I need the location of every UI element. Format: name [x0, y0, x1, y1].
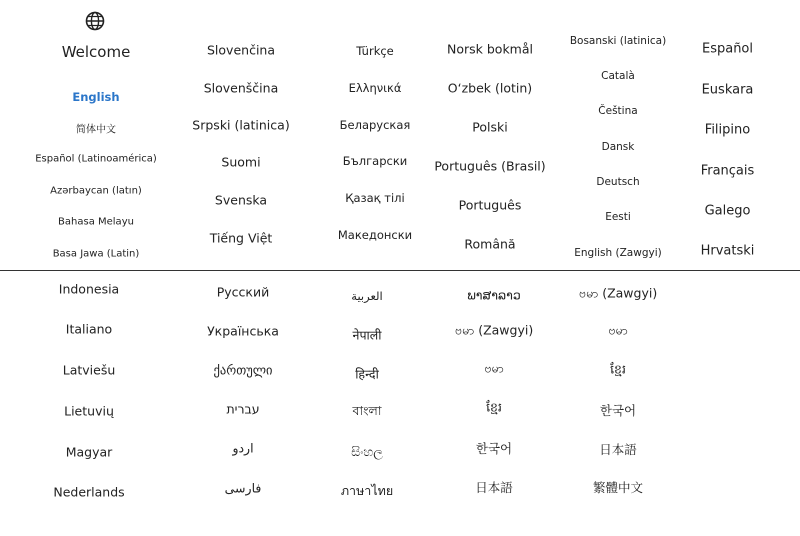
language-item[interactable]: Magyar [65, 444, 113, 460]
language-item[interactable]: Română [464, 236, 516, 252]
language-item[interactable]: Deutsch [596, 176, 640, 188]
language-item[interactable]: 简体中文 [76, 124, 116, 136]
language-item[interactable]: Қазақ тілі [345, 191, 405, 205]
language-item[interactable]: ខ្មែរ [486, 399, 502, 415]
language-item[interactable]: Galego [704, 203, 751, 219]
language-item[interactable]: ဗမာ [484, 360, 504, 376]
language-item[interactable]: Português (Brasil) [434, 158, 546, 174]
language-item-selected[interactable]: English [72, 90, 120, 104]
language-item[interactable]: Eesti [605, 211, 631, 223]
language-item[interactable]: Русский [216, 284, 270, 300]
language-item[interactable]: O‘zbek (lotin) [447, 80, 533, 96]
language-item[interactable]: Dansk [601, 141, 635, 153]
language-item[interactable]: Indonesia [58, 281, 120, 297]
language-item[interactable]: Español [701, 41, 753, 57]
language-item[interactable]: עברית [226, 401, 260, 417]
language-item[interactable]: ພາສາລາວ [467, 287, 521, 303]
language-item[interactable]: Türkçe [356, 44, 394, 58]
language-item[interactable]: বাংলা [352, 403, 382, 418]
language-item[interactable]: اردو [232, 440, 254, 456]
language-item[interactable]: فارسی [224, 480, 262, 496]
language-item[interactable]: ဗမာ (Zawgyi) [454, 322, 534, 338]
language-item[interactable]: ខ្មែរ [610, 361, 626, 377]
language-item[interactable]: English (Zawgyi) [574, 247, 662, 259]
language-item[interactable]: हिन्दी [355, 366, 379, 382]
language-item[interactable]: नेपाली [352, 327, 382, 343]
language-item[interactable]: Español (Latinoamérica) [35, 153, 157, 165]
language-item[interactable]: 한국어 [599, 403, 637, 418]
language-item[interactable]: Italiano [65, 321, 113, 337]
language-item[interactable]: Basa Jawa (Latin) [52, 248, 140, 260]
language-item[interactable]: 한국어 [475, 441, 513, 456]
language-item[interactable]: Filipino [704, 122, 751, 138]
language-item[interactable]: 日本語 [475, 480, 513, 495]
language-item[interactable]: Беларуская [339, 118, 411, 132]
language-item[interactable]: 日本語 [599, 442, 637, 457]
language-item[interactable]: Українська [207, 323, 279, 339]
language-item[interactable]: العربية [351, 289, 383, 303]
language-item[interactable]: Български [342, 154, 408, 168]
welcome-title: Welcome [61, 43, 131, 61]
language-item[interactable]: Norsk bokmål [447, 41, 533, 57]
language-item[interactable]: සිංහල [351, 444, 383, 459]
language-item[interactable]: Français [700, 163, 755, 179]
language-item[interactable]: Latviešu [62, 362, 116, 378]
language-item[interactable]: Polski [472, 119, 508, 135]
language-item[interactable]: Nederlands [53, 484, 125, 500]
language-item[interactable]: Lietuvių [64, 403, 114, 419]
language-column-5 [543, 0, 693, 536]
language-item[interactable]: Bahasa Melayu [58, 216, 134, 228]
language-item[interactable]: ဗမာ [608, 322, 628, 338]
language-item[interactable]: Македонски [337, 228, 413, 242]
language-item[interactable]: Azərbaycan (latın) [50, 185, 142, 197]
language-item[interactable]: 繁體中文 [592, 480, 643, 495]
language-column-f [680, 0, 775, 270]
language-item[interactable]: Suomi [221, 154, 261, 170]
language-item[interactable]: Hrvatski [700, 243, 755, 259]
language-item[interactable]: Bosanski (latinica) [569, 35, 667, 47]
language-item[interactable]: Tiếng Việt [209, 230, 273, 246]
language-item[interactable]: Slovenčina [207, 42, 275, 58]
language-item[interactable]: Čeština [598, 105, 638, 117]
language-item[interactable]: ဗမာ (Zawgyi) [578, 285, 658, 301]
language-item[interactable]: Ελληνικά [348, 81, 402, 95]
language-item[interactable]: Slovenščina [203, 80, 279, 96]
language-item[interactable]: Svenska [214, 192, 268, 208]
language-item[interactable]: Euskara [701, 82, 754, 98]
language-item[interactable]: ภาษาไทย [340, 483, 394, 498]
language-column-1 [14, 0, 164, 536]
language-item[interactable]: Português [458, 197, 522, 213]
language-item[interactable]: ქართული [213, 362, 273, 378]
language-item[interactable]: Català [601, 70, 635, 82]
language-item[interactable]: Srpski (latinica) [192, 117, 290, 133]
